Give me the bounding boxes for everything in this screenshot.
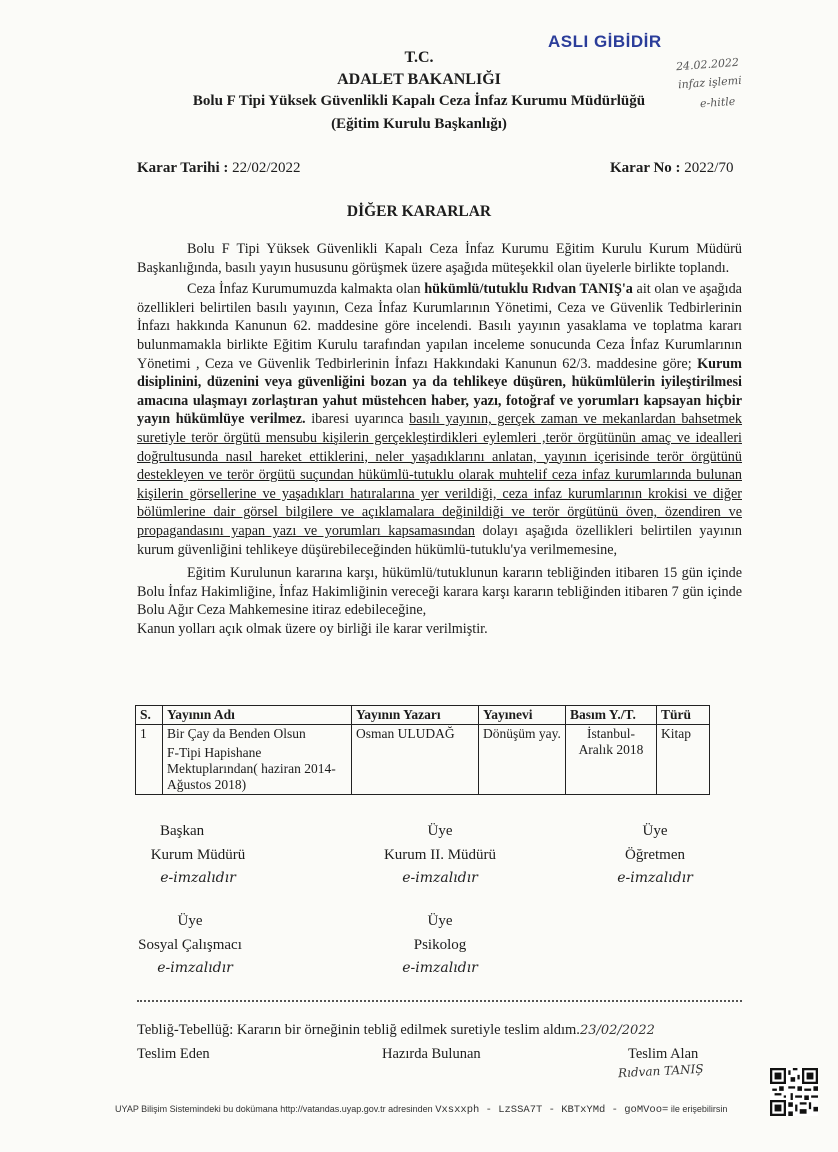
notification-text: Tebliğ-Tebellüğ: Kararın bir örneğinin tebliğ edilmek suretiyle teslim aldım.23/02/2022 (137, 1022, 655, 1038)
cell-type: Kitap (657, 725, 710, 795)
header-institution: Bolu F Tipi Yüksek Güvenlikli Kapalı Ceza İnfaz Kurumu Müdürlüğü (192, 93, 646, 109)
cell-publisher: Dönüşüm yay. (479, 725, 566, 795)
teslim-alan: Teslim Alan (628, 1046, 699, 1062)
handwritten-notice-day: 23/02/2022 (579, 1023, 655, 1038)
table-header-row (136, 706, 710, 725)
receiver-signature: Rıdvan TANIŞ (617, 1061, 704, 1081)
cell-print: İstanbul- Aralık 2018 (566, 725, 657, 795)
original-copy-stamp: ASLI GİBİDİR (548, 32, 662, 51)
paragraph-4: Kanun yolları açık olmak üzere oy birliği ile karar verilmiştir. (137, 620, 488, 637)
header-board: (Eğitim Kurulu Başkanlığı) (331, 116, 507, 132)
signer-5-title: Psikolog (413, 937, 467, 953)
col-print: Basım Y./T. (566, 706, 657, 725)
paragraph-3: Eğitim Kurulunun kararına karşı, hükümlü/tutuklunun kararın tebliğinden itibaren 15 gün içinde Bolu İnfaz Hakimliğine, İnfaz Hakimliğinin vereceği karara karşı kararın tebliğinden itibaren 7 gün içinde Bolu Ağır Ceza Mahkemesine itiraz edebileceğine, (137, 565, 742, 619)
col-publisher: Yayınevi (479, 706, 566, 725)
signer-4-role: Üye (177, 913, 203, 929)
decision-date-value: 22/02/2022 (228, 160, 301, 176)
decision-number (610, 160, 733, 177)
signer-2-esig: e-imzalıdır (402, 870, 478, 886)
decision-number-label: Karar No : (610, 160, 681, 176)
signer-3-role: Üye (642, 823, 668, 839)
handwritten-note-2: e-hitle (699, 94, 736, 111)
signer-1-esig: e-imzalıdır (160, 870, 236, 886)
signer-1-role: Başkan (160, 823, 205, 839)
decision-date (137, 160, 301, 177)
col-type: Türü (657, 706, 710, 725)
publication-table (135, 705, 710, 795)
signer-4-title: Sosyal Çalışmacı (138, 937, 242, 953)
paragraph-1: Bolu F Tipi Yüksek Güvenlikli Kapalı Ceza İnfaz Kurumu Eğitim Kurulu Kurum Müdürü Başkanlığında, basılı yayın hususunu görüşmek üzere aşağıda müteşekkil olan üyelerle birlikte toplandı. (137, 241, 742, 276)
decision-number-value: 2022/70 (680, 160, 734, 176)
divider (137, 1000, 742, 1002)
qr-code-icon (770, 1068, 818, 1116)
signer-4-esig: e-imzalıdır (157, 960, 233, 976)
handwritten-date: 24.02.2022 (675, 55, 740, 74)
table-row (136, 725, 710, 795)
cell-author: Osman ULUDAĞ (352, 725, 479, 795)
hazirda-bulunan: Hazırda Bulunan (382, 1046, 481, 1062)
col-title: Yayının Adı (163, 706, 352, 725)
cell-no: 1 (136, 725, 163, 795)
signer-3-esig: e-imzalıdır (617, 870, 693, 886)
section-title: DİĞER KARARLAR (346, 203, 492, 220)
handwritten-note-1: infaz işlemi (677, 73, 743, 92)
signer-5-role: Üye (427, 913, 453, 929)
verification-code: Vxsxxph - LzSSA7T - KBTxYMd - goMVoo= (435, 1104, 669, 1116)
paragraph-2: Ceza İnfaz Kurumumuzda kalmakta olan hükümlü/tutuklu Rıdvan TANIŞ'a ait olan ve aşağıda özellikleri belirtilen basılı yayının, Ceza İnfaz Kurumlarının Yönetimi, Ceza ve Güvenlik Tedbirlerinin İnfazı hakkında Kanunun 62. maddesine göre incelendi. Basılı yayının yasaklama ve toplatma kararı bulunmamakla birlikte Eğitim Kurulu tarafından yapılan inceleme sonucunda Ceza İnfaz Kurumlarının Yönetimi , Ceza ve Güvenlik Tedbirlerinin İnfazı Hakkındaki Kanunun 62/3. maddesine göre; Kurum disiplinini, düzenini veya güvenliğini bozan ya da tehlikeye düşüren, hükümlülerin iyileştirilmesi amacına ulaşmayı zorlaştıran yahut müstehcen haber, yazı, fotoğraf ve yorumları kapsayan hiçbir yayın hükümlüye verilmez. ibaresi uyarınca basılı yayının, gerçek zaman ve mekanlardan bahsetmek suretiyle terör örgütü mensubu kişilerin gerçekleştirdikleri eylemleri ,terör örgütünün amaç ve idealleri doğrultusunda nasıl hareket ettiklerini, neler yaşadıklarını anlatan, yayının içerisinde terör örgütünü destekleyen ve terör örgütü suçundan hükümlü-tutuklu olarak muhtelif ceza infaz kurumlarında bulunan kişilerin görsellerine ve yaşadıkları hatıralarına yer verildiği, ceza infaz kurumlarının krokisi ve diğer bölümlerine dair görsel bilgilere ve açıklamalara değinildiği ve terör örgütünü öven, özendiren ve propagandasını yapan yazı ve yorumları kapsamasından dolayı aşağıda özellikleri belirtilen yayının kurum güvenliğini tehlikeye düşürebileceğinden hükümlü-tutuklu'ya verilmemesine, (137, 281, 743, 558)
cell-title: Bir Çay da Benden Olsun F-Tipi Hapishane Mektuplarından( haziran 2014- Ağustos 2018) (163, 725, 352, 795)
signer-3-title: Öğretmen (625, 847, 685, 863)
signer-1-title: Kurum Müdürü (150, 847, 246, 863)
signer-2-title: Kurum II. Müdürü (383, 847, 497, 863)
col-no: S. (136, 706, 163, 725)
header-ministry: ADALET BAKANLIĞI (337, 71, 501, 88)
teslim-eden: Teslim Eden (137, 1046, 210, 1062)
header-tc: T.C. (404, 49, 434, 66)
signer-2-role: Üye (427, 823, 453, 839)
body-text (137, 240, 742, 638)
uyap-footer: UYAP Bilişim Sistemindeki bu dokümana http://vatandas.uyap.gov.tr adresinden Vxsxxph - LzSSA7T - KBTxYMd - goMVoo= ile erişebilirsin (115, 1104, 728, 1116)
decision-date-label: Karar Tarihi : (137, 160, 229, 176)
signer-5-esig: e-imzalıdır (402, 960, 478, 976)
col-author: Yayının Yazarı (352, 706, 479, 725)
